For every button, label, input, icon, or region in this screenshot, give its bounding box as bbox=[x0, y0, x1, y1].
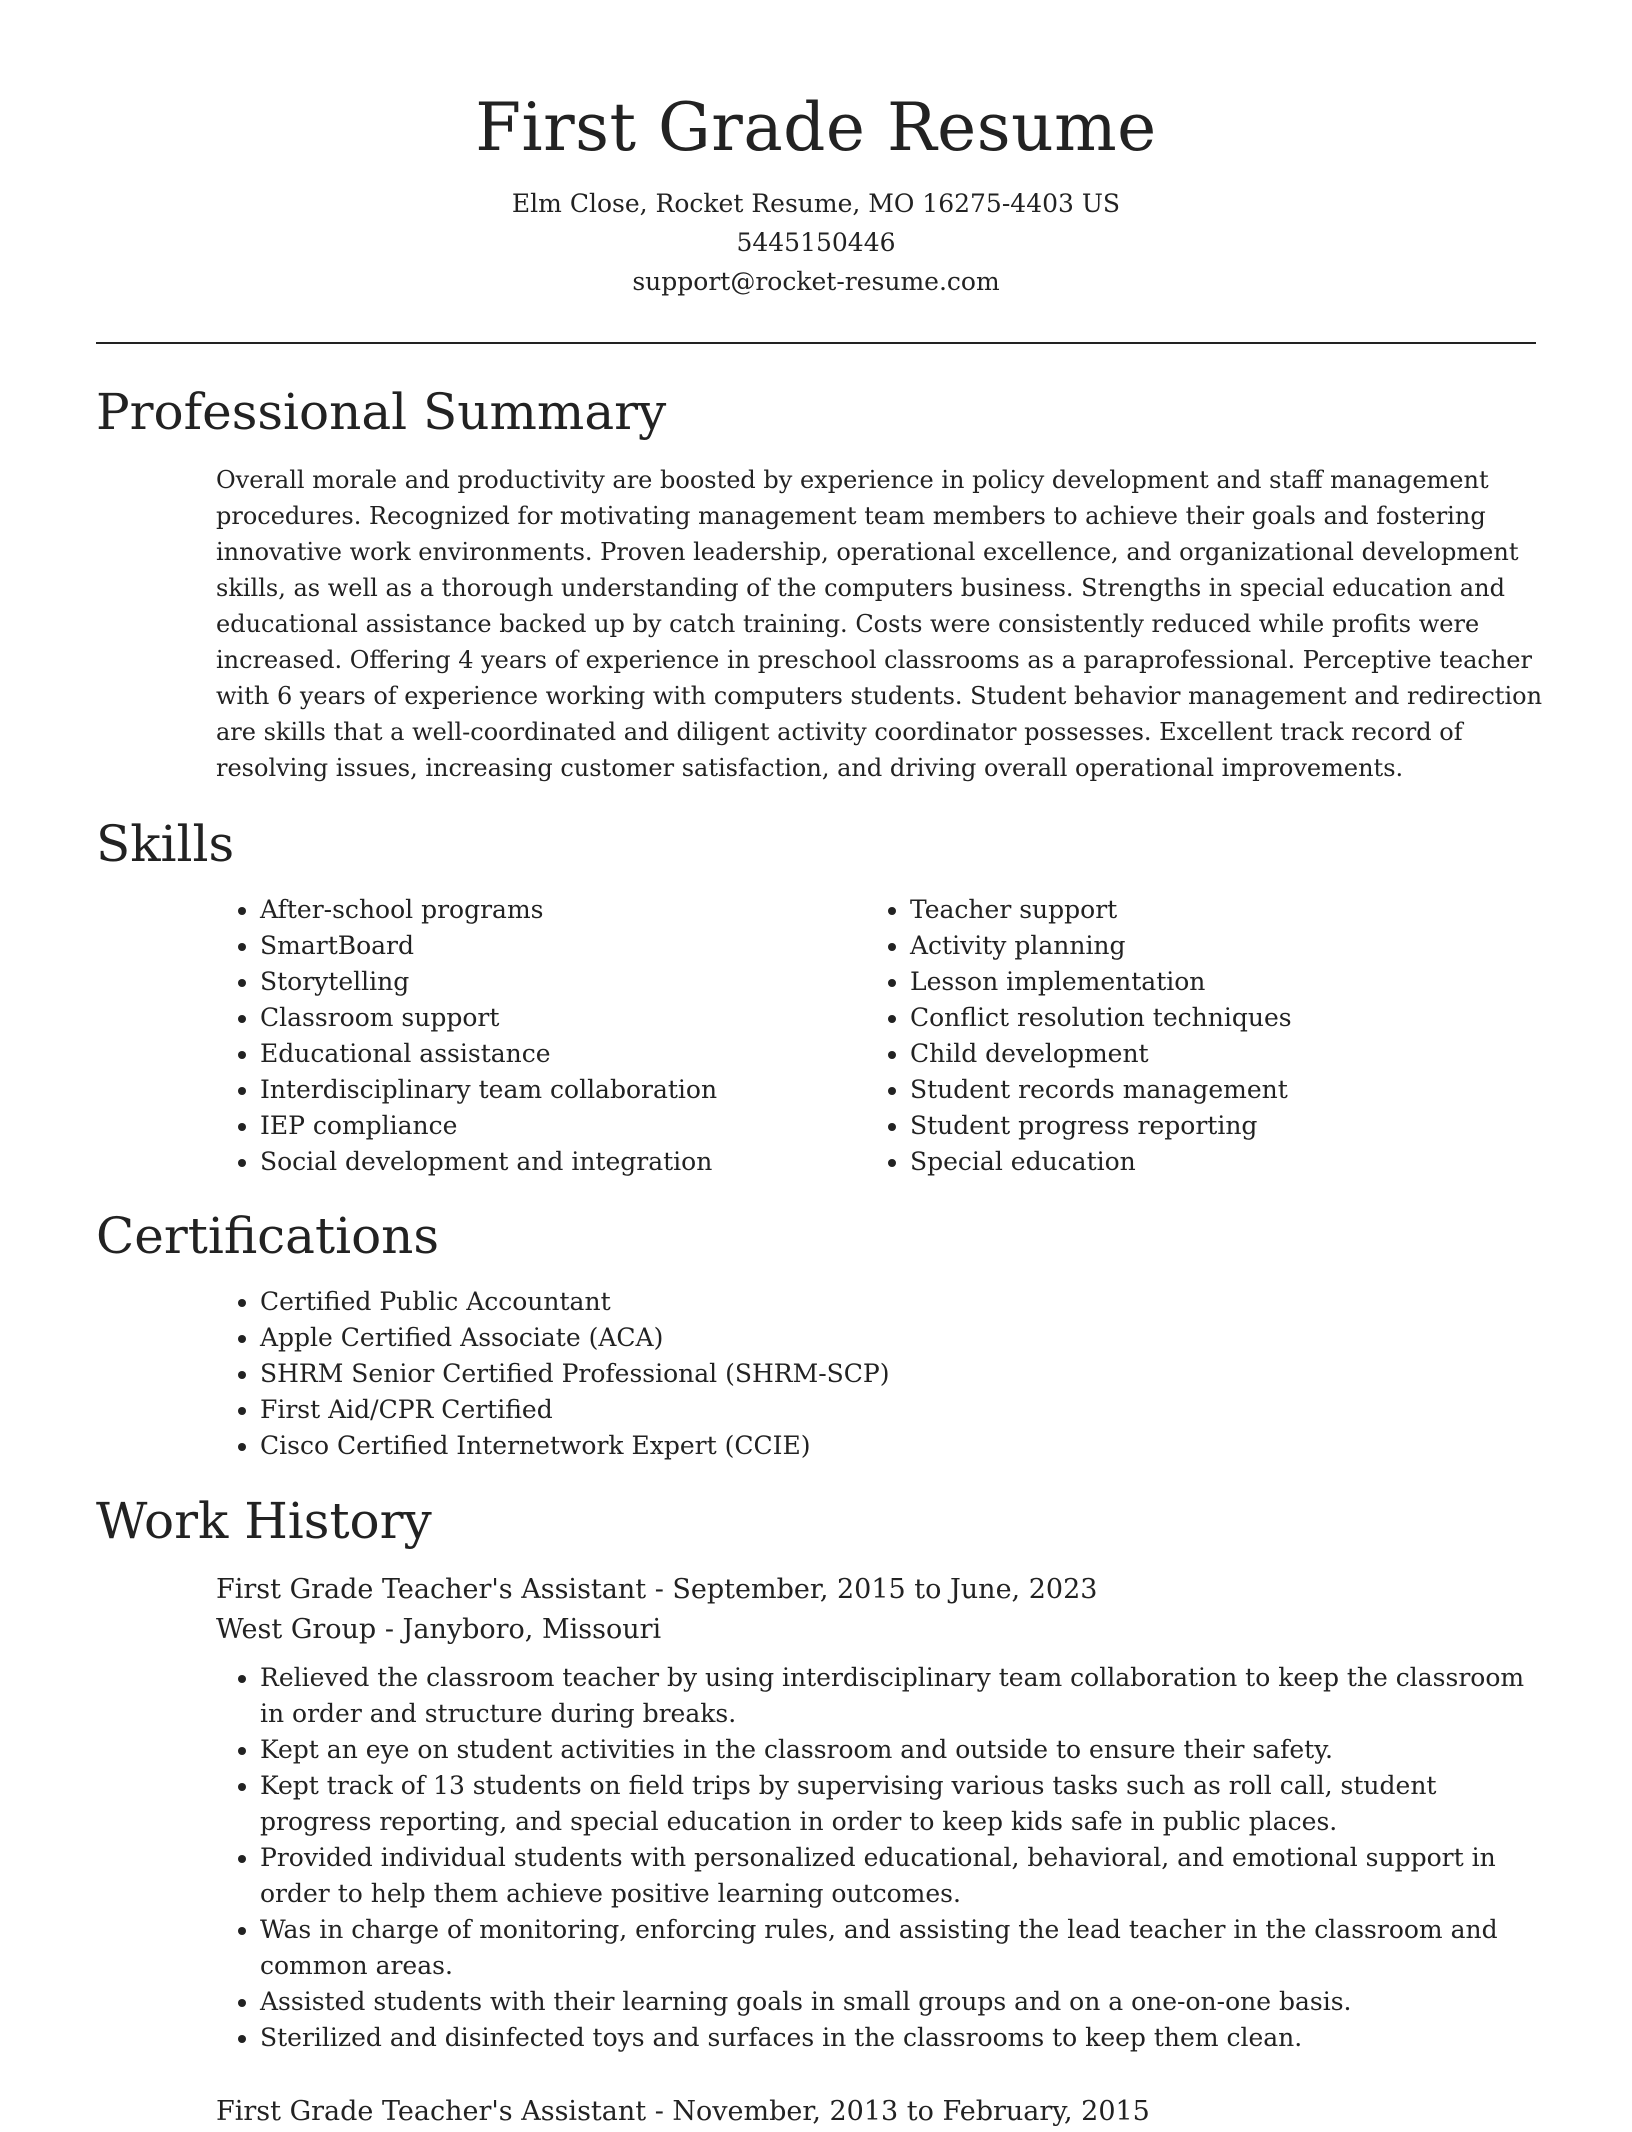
job-duty-item: • Sterilized and disinfected toys and surfaces in the classrooms to keep them clean. bbox=[260, 2020, 1546, 2056]
skill-item: • Teacher support bbox=[910, 892, 1486, 928]
job-duty-item: • Kept track of 13 students on field trips by supervising various tasks such as roll call, student progress reporting, and special education in order to keep kids safe in public places. bbox=[260, 1768, 1546, 1840]
skill-item: • Conflict resolution techniques bbox=[910, 1000, 1486, 1036]
skills-heading: Skills bbox=[96, 815, 235, 873]
job-location: Janyboro, Missouri bbox=[402, 1614, 662, 1645]
skills-column-left bbox=[216, 892, 836, 1180]
skill-item: • IEP compliance bbox=[260, 1108, 836, 1144]
job-separator: - bbox=[376, 1614, 403, 1645]
summary-heading: Professional Summary bbox=[96, 383, 667, 441]
job-entry bbox=[216, 1570, 1546, 2056]
skill-item: • Special education bbox=[910, 1144, 1486, 1180]
skill-item: • Classroom support bbox=[260, 1000, 836, 1036]
skill-item: • Educational assistance bbox=[260, 1036, 836, 1072]
skills-column-right bbox=[866, 892, 1486, 1180]
certifications-list bbox=[216, 1284, 1216, 1464]
job-duties-list bbox=[216, 1660, 1546, 2056]
resume-header bbox=[96, 82, 1536, 301]
job-company: West Group bbox=[216, 1614, 377, 1645]
job-title: First Grade Teacher's Assistant bbox=[216, 2096, 647, 2127]
certification-item: • Cisco Certified Internetwork Expert (CCIE) bbox=[260, 1428, 1216, 1464]
work-history-heading: Work History bbox=[96, 1492, 432, 1550]
phone: 5445150446 bbox=[736, 228, 896, 257]
job-dates: November, 2013 to February, 2015 bbox=[672, 2096, 1150, 2127]
resume-name: First Grade Resume bbox=[475, 89, 1157, 166]
job-duty-item: • Relieved the classroom teacher by using interdisciplinary team collaboration to keep the classroom in order and structure during breaks. bbox=[260, 1660, 1546, 1732]
skill-item: • Interdisciplinary team collaboration bbox=[260, 1072, 836, 1108]
job-duty-item: • Was in charge of monitoring, enforcing rules, and assisting the lead teacher in the classroom and common areas. bbox=[260, 1912, 1546, 1984]
job-duties bbox=[216, 1660, 1546, 2056]
certifications-heading: Certifications bbox=[96, 1207, 440, 1265]
certification-item: • SHRM Senior Certified Professional (SHRM-SCP) bbox=[260, 1356, 1216, 1392]
job-duty-item: • Kept an eye on student activities in the classroom and outside to ensure their safety. bbox=[260, 1732, 1546, 1768]
certification-item: • Certified Public Accountant bbox=[260, 1284, 1216, 1320]
header-divider bbox=[96, 342, 1536, 344]
skill-item: • Student records management bbox=[910, 1072, 1486, 1108]
certifications-block bbox=[216, 1284, 1216, 1464]
email: support@rocket-resume.com bbox=[632, 267, 1000, 296]
skill-item: • Child development bbox=[910, 1036, 1486, 1072]
job-title-line bbox=[216, 2092, 1546, 2132]
job-duty-item: • Provided individual students with personalized educational, behavioral, and emotional support in order to help them achieve positive learning outcomes. bbox=[260, 1840, 1546, 1912]
job-entry bbox=[216, 2092, 1546, 2132]
skills-list-left bbox=[216, 892, 836, 1180]
address: Elm Close, Rocket Resume, MO 16275-4403 US bbox=[511, 189, 1121, 218]
job-dates: September, 2015 to June, 2023 bbox=[672, 1574, 1098, 1605]
certification-item: • First Aid/CPR Certified bbox=[260, 1392, 1216, 1428]
job-title: First Grade Teacher's Assistant bbox=[216, 1574, 647, 1605]
contact-info bbox=[96, 184, 1536, 301]
job-title-line bbox=[216, 1570, 1546, 1610]
job-duty-item: • Assisted students with their learning goals in small groups and on a one-on-one basis. bbox=[260, 1984, 1546, 2020]
skill-item: • Student progress reporting bbox=[910, 1108, 1486, 1144]
job-separator: - bbox=[646, 2096, 673, 2127]
skill-item: • Storytelling bbox=[260, 964, 836, 1000]
summary-text: Overall morale and productivity are boosted by experience in policy development and staff management procedures. Recognized for motivating management team members to achieve their goals and fostering innovative work environments. Proven leadership, operational excellence, and organizational development skills, as well as a thorough understanding of the computers business. Strengths in special education and educational assistance backed up by catch training. Costs were consistently reduced while profits were increased. Offering 4 years of experience in preschool classrooms as a paraprofessional. Perceptive teacher with 6 years of experience working with computers students. Student behavior management and redirection are skills that a well-coordinated and diligent activity coordinator possesses. Excellent track record of resolving issues, increasing customer satisfaction, and driving overall operational improvements. bbox=[216, 466, 1543, 782]
skill-item: • SmartBoard bbox=[260, 928, 836, 964]
certification-item: • Apple Certified Associate (ACA) bbox=[260, 1320, 1216, 1356]
skill-item: • Activity planning bbox=[910, 928, 1486, 964]
job-separator: - bbox=[646, 1574, 673, 1605]
job-company-line bbox=[216, 1610, 1546, 1650]
skills-list-right bbox=[866, 892, 1486, 1180]
skill-item: • Social development and integration bbox=[260, 1144, 836, 1180]
skill-item: • After-school programs bbox=[260, 892, 836, 928]
skill-item: • Lesson implementation bbox=[910, 964, 1486, 1000]
